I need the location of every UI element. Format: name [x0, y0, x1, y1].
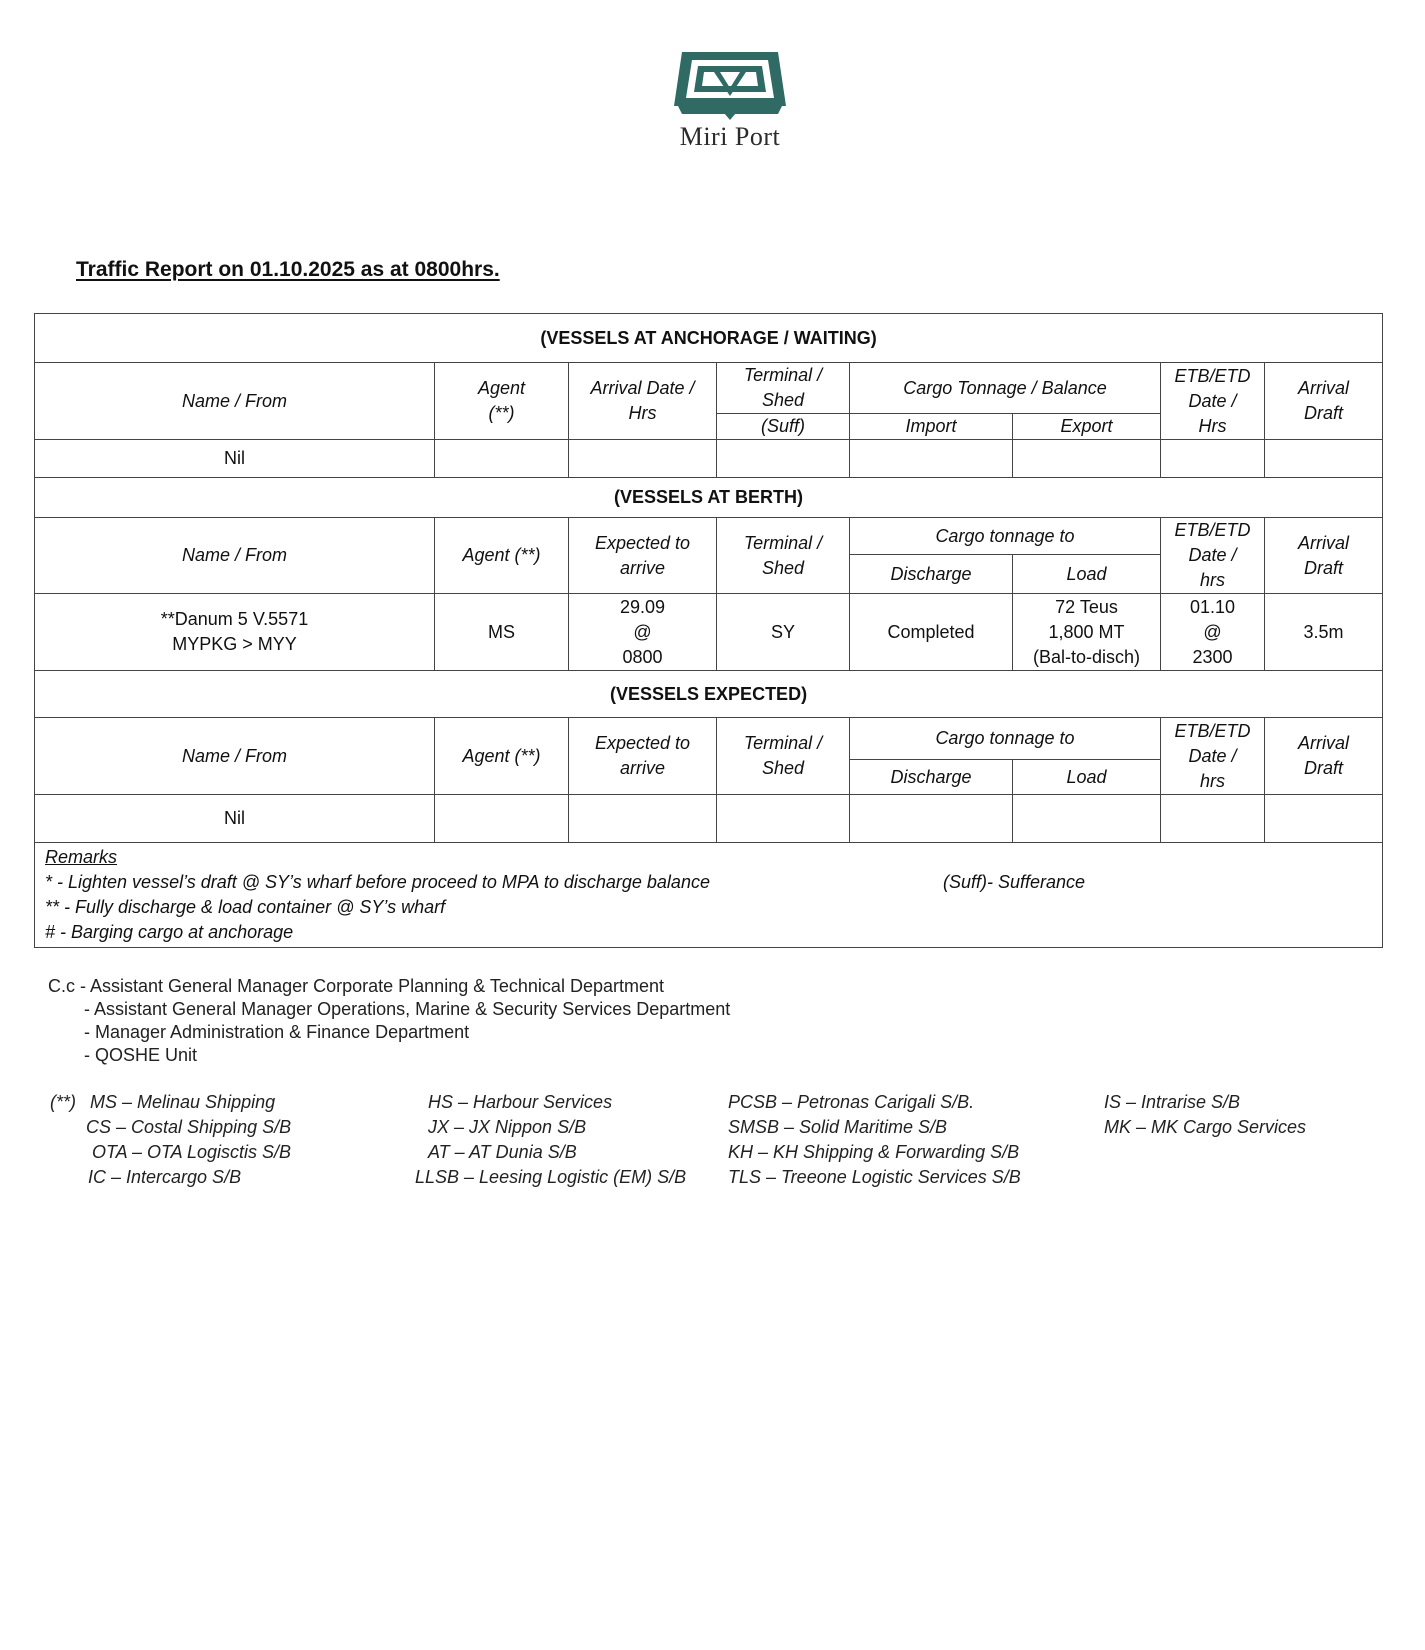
cc-line: - QOSHE Unit: [84, 1045, 198, 1065]
header-terminal-shed: Terminal / Shed: [717, 718, 850, 795]
agent-entry: IC – Intercargo S/B: [88, 1167, 242, 1187]
table-row: [35, 795, 1383, 843]
header-discharge: Discharge: [850, 555, 1013, 594]
cc-line: C.c - Assistant General Manager Corporate Planning & Technical Department: [48, 976, 664, 996]
header-import: Import: [850, 414, 1013, 440]
cc-line: - Manager Administration & Finance Department: [84, 1022, 470, 1042]
cell-empty: [717, 795, 850, 843]
agent-entry: KH – KH Shipping & Forwarding S/B: [728, 1142, 1020, 1162]
cell-empty: [1265, 440, 1383, 478]
cell-discharge: Completed: [850, 594, 1013, 671]
remarks-line: [45, 870, 1372, 895]
remark-fully-discharge: ** - Fully discharge & load container @ SY’s wharf: [45, 897, 446, 917]
cell-load: 72 Teus 1,800 MT (Bal-to-disch): [1013, 594, 1161, 671]
cell-empty: [569, 440, 717, 478]
header-expected-arrive: Expected to arrive: [569, 518, 717, 594]
header-arrival-draft: Arrival Draft: [1265, 363, 1383, 440]
section-berth-title: (VESSELS AT BERTH): [35, 478, 1383, 518]
cell-etb-etd: 01.10 @ 2300: [1161, 594, 1265, 671]
header-name-from: Name / From: [35, 363, 435, 440]
cell-empty: [717, 440, 850, 478]
cc-line: - Assistant General Manager Operations, Marine & Security Services Department: [84, 999, 731, 1019]
section-anchorage-title: (VESSELS AT ANCHORAGE / WAITING): [35, 314, 1383, 363]
header-cargo-tonnage: Cargo tonnage to: [850, 518, 1161, 555]
header-terminal-shed: Terminal / Shed: [717, 518, 850, 594]
header-terminal-shed: Terminal / Shed: [717, 363, 850, 414]
agent-entry: JX – JX Nippon S/B: [428, 1117, 587, 1137]
header-arrival-draft: Arrival Draft: [1265, 518, 1383, 594]
agent-entry: CS – Costal Shipping S/B: [86, 1117, 292, 1137]
header-cargo-tonnage: Cargo tonnage to: [850, 718, 1161, 760]
cell-arrival-draft: 3.5m: [1265, 594, 1383, 671]
cell-empty: [1013, 795, 1161, 843]
cell-empty: [435, 440, 569, 478]
cell-empty: [1161, 440, 1265, 478]
cell-name: Nil: [35, 440, 435, 478]
agent-entry: PCSB – Petronas Carigali S/B.: [728, 1092, 975, 1112]
header-agent: Agent (**): [435, 363, 569, 440]
header-load: Load: [1013, 555, 1161, 594]
remarks-title: Remarks: [45, 847, 118, 867]
header-etb-etd: ETB/ETD Date / hrs: [1161, 518, 1265, 594]
header-agent: Agent (**): [435, 718, 569, 795]
header-export: Export: [1013, 414, 1161, 440]
remark-barging: # - Barging cargo at anchorage: [45, 922, 294, 942]
table-row: [35, 440, 1383, 478]
agent-entry: SMSB – Solid Maritime S/B: [728, 1117, 948, 1137]
header-arrival-date: Arrival Date / Hrs: [569, 363, 717, 440]
cell-expected-arrive: 29.09 @ 0800: [569, 594, 717, 671]
header-name-from: Name / From: [35, 518, 435, 594]
header-etb-etd: ETB/ETD Date / Hrs: [1161, 363, 1265, 440]
logo-text: Miri Port: [679, 122, 781, 151]
header-etb-etd: ETB/ETD Date / hrs: [1161, 718, 1265, 795]
header-load: Load: [1013, 760, 1161, 795]
remark-sufferance: (Suff)- Sufferance: [943, 872, 1086, 892]
agent-legend-prefix: (**): [50, 1092, 76, 1112]
remark-lighten-vessel: * - Lighten vessel’s draft @ SY’s wharf before proceed to MPA to discharge balance: [45, 872, 710, 892]
report-title: Traffic Report on 01.10.2025 as at 0800hrs.: [76, 258, 500, 281]
cell-empty: [1265, 795, 1383, 843]
cell-empty: [435, 795, 569, 843]
cell-vessel-name: **Danum 5 V.5571 MYPKG > MYY: [35, 594, 435, 671]
miri-port-logo: [660, 52, 800, 162]
table-row: [35, 594, 1383, 671]
header-expected-arrive: Expected to arrive: [569, 718, 717, 795]
miri-port-logo-icon: [674, 52, 786, 122]
header-discharge: Discharge: [850, 760, 1013, 795]
agent-entry: HS – Harbour Services: [428, 1092, 613, 1112]
agent-entry: TLS – Treeone Logistic Services S/B: [728, 1167, 1021, 1187]
cell-empty: [1013, 440, 1161, 478]
header-name-from: Name / From: [35, 718, 435, 795]
agent-entry: IS – Intrarise S/B: [1104, 1092, 1241, 1112]
cell-name: Nil: [35, 795, 435, 843]
agent-entry: AT – AT Dunia S/B: [428, 1142, 577, 1162]
cell-agent: MS: [435, 594, 569, 671]
remarks-section: [35, 843, 1383, 948]
cc-list: [48, 975, 730, 1067]
agent-entry: LLSB – Leesing Logistic (EM) S/B: [415, 1167, 687, 1187]
cell-empty: [1161, 795, 1265, 843]
section-expected-title: (VESSELS EXPECTED): [35, 671, 1383, 718]
cell-empty: [569, 795, 717, 843]
cell-empty: [850, 440, 1013, 478]
header-agent: Agent (**): [435, 518, 569, 594]
cell-terminal: SY: [717, 594, 850, 671]
header-cargo-tonnage: Cargo Tonnage / Balance: [850, 363, 1161, 414]
agent-entry: MK – MK Cargo Services: [1104, 1117, 1307, 1137]
header-terminal-suff: (Suff): [717, 414, 850, 440]
header-arrival-draft: Arrival Draft: [1265, 718, 1383, 795]
cell-empty: [850, 795, 1013, 843]
agent-entry: OTA – OTA Logisctis S/B: [92, 1142, 292, 1162]
agent-entry: MS – Melinau Shipping: [90, 1092, 276, 1112]
traffic-report-table: [34, 313, 1383, 948]
